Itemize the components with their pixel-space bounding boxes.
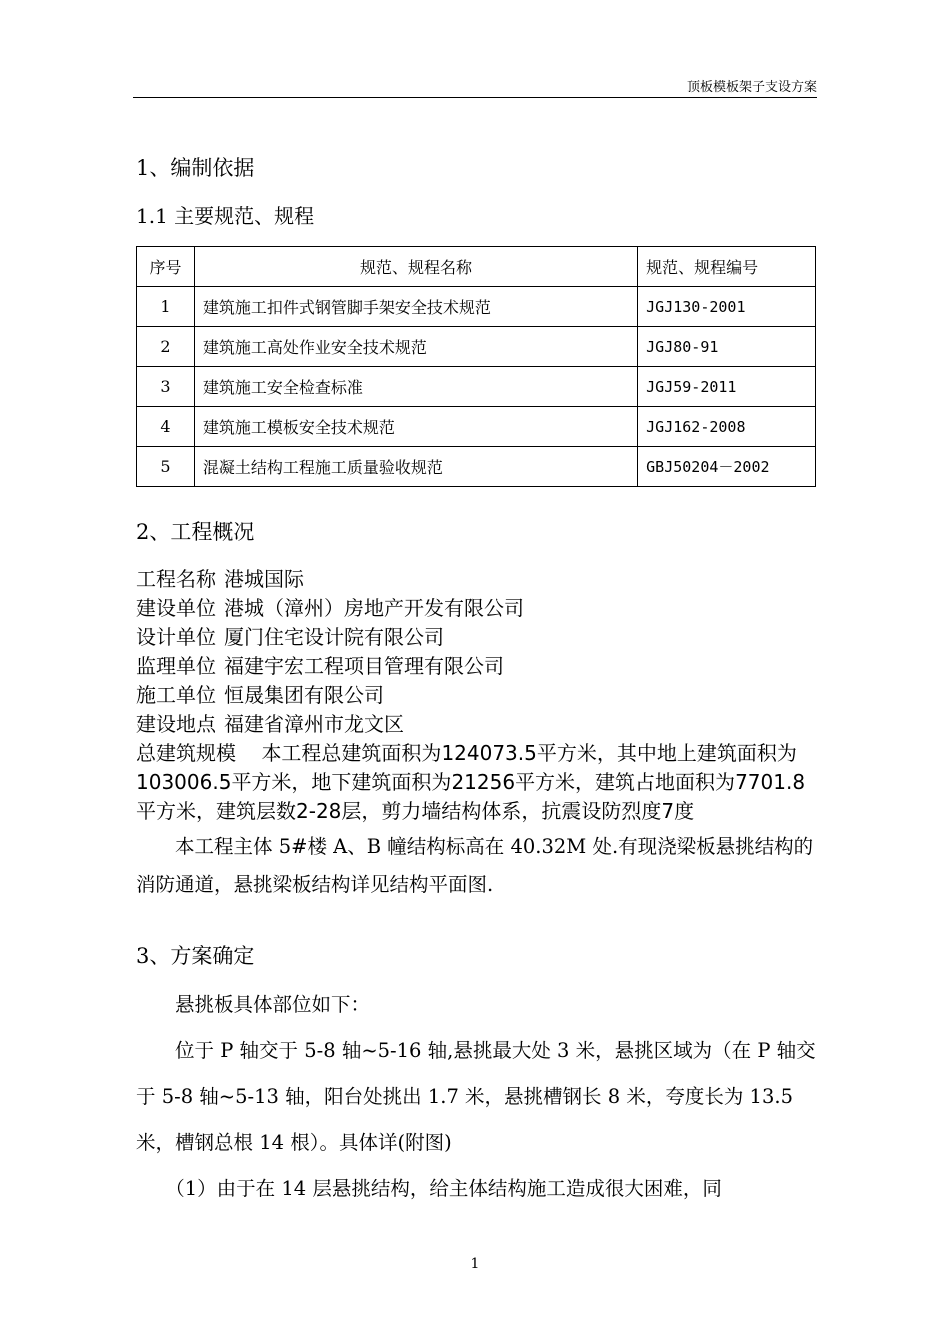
row-name: 建筑施工模板安全技术规范 [194,407,637,447]
row-code: JGJ162-2008 [638,407,816,447]
header-index: 序号 [137,247,195,287]
section2-title: 2、工程概况 [136,520,255,544]
scale-text: 平方米，建筑占地面积为 [515,770,736,794]
table-row [137,327,816,367]
row-index: 4 [137,407,195,447]
project-info [136,565,816,904]
info-value: 福建宇宏工程项目管理有限公司 [224,654,504,678]
scale-text: 平方米，建筑层数 [136,799,296,823]
row-code: JGJ80-91 [638,327,816,367]
row-code: GBJ50204－2002 [638,447,816,487]
scale-text: 层，剪力墙结构体系，抗震设防烈度 [341,799,662,823]
table-row [137,367,816,407]
row-name: 建筑施工高处作业安全技术规范 [194,327,637,367]
info-line [136,594,816,623]
header-name: 规范、规程名称 [194,247,637,287]
info-line [136,623,816,652]
total-area: 124073.5 [441,741,537,765]
floor-count: 2-28 [296,799,342,823]
info-value: 港城国际 [224,567,304,591]
row-name: 建筑施工扣件式钢管脚手架安全技术规范 [194,287,637,327]
section3-intro: 悬挑板具体部位如下： [175,993,371,1016]
spec-table [136,246,816,487]
row-index: 1 [137,287,195,327]
table-row [137,447,816,487]
row-index: 3 [137,367,195,407]
row-index: 2 [137,327,195,367]
footprint-area: 7701.8 [735,770,806,794]
info-label: 建设单位 [136,596,216,620]
section3-body [136,982,816,1212]
info-value: 福建省漳州市龙文区 [224,712,404,736]
info-label: 设计单位 [136,625,216,649]
table-header-row [137,247,816,287]
page-header [133,76,817,98]
section3-paragraph2: （1）由于在 14 层悬挑结构，给主体结构施工造成很大困难，同 [165,1177,722,1200]
header-code: 规范、规程编号 [638,247,816,287]
row-index: 5 [137,447,195,487]
info-line [136,681,816,710]
table-row [137,407,816,447]
info-value: 恒晟集团有限公司 [224,683,384,707]
info-value: 港城（漳州）房地产开发有限公司 [224,596,524,620]
info-line [136,710,816,739]
section1-subtitle: 1.1 主要规范、规程 [136,204,315,228]
info-value: 厦门住宅设计院有限公司 [224,625,444,649]
scale-text: 平方米，地下建筑面积为 [231,770,452,794]
row-name: 建筑施工安全检查标准 [194,367,637,407]
seismic-degree: 7 [661,799,675,823]
scale-label: 总建筑规模 [136,741,236,765]
project-paragraph: 本工程主体 5#楼 A、B 幢结构标高在 40.32M 处.有现浇梁板悬挑结构的消防通道，悬挑梁板结构详见结构平面图. [136,835,814,896]
info-line [136,565,816,594]
info-label: 建设地点 [136,712,216,736]
row-name: 混凝土结构工程施工质量验收规范 [194,447,637,487]
section3-paragraph1: 位于 P 轴交于 5-8 轴~5-16 轴,悬挑最大处 3 米，悬挑区域为（在 P 轴交于 5-8 轴~5-13 轴，阳台处挑出 1.7 米，悬挑槽钢长 8 米，夸度长为 13.5 米，槽钢总根 14 根）。具体详(附图) [136,1039,816,1154]
info-label: 施工单位 [136,683,216,707]
section3-title: 3、方案确定 [136,944,255,968]
row-code: JGJ130-2001 [638,287,816,327]
scale-text: 本工程总建筑面积为 [261,741,442,765]
header-title: 顶板模板架子支设方案 [686,80,817,95]
page-number: 1 [470,1256,480,1272]
scale-text: 度 [674,799,695,823]
row-code: JGJ59-2011 [638,367,816,407]
building-scale [136,739,816,826]
info-label: 工程名称 [136,567,216,591]
above-area: 103006.5 [136,770,232,794]
table-row [137,287,816,327]
scale-text: 平方米，其中地上建筑面积为 [536,741,797,765]
section1-title: 1、编制依据 [136,156,255,180]
info-line [136,652,816,681]
below-area: 21256 [451,770,516,794]
info-label: 监理单位 [136,654,216,678]
